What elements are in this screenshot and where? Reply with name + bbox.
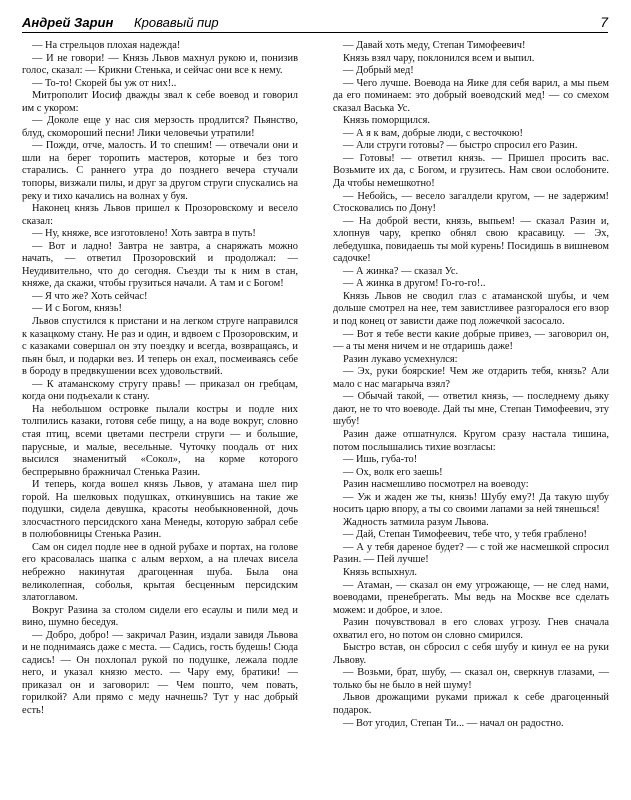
header-author: Андрей Зарин bbox=[22, 15, 114, 30]
paragraph: Разин лукаво усмехнулся: bbox=[343, 353, 458, 365]
paragraph: — Ну, княже, все изготовлено! Хоть завтра в путь! bbox=[32, 228, 256, 240]
paragraph: — Обычай такой, — ответил князь, — последнему дьяку дают, не то что воеводе. Дай ты мне, Степан Тимофеевич, эту шубу! bbox=[333, 391, 609, 428]
paragraph: Князь поморщился. bbox=[343, 115, 430, 127]
paragraph: Разин насмешливо посмотрел на воеводу: bbox=[343, 479, 529, 491]
paragraph: — Али струги готовы? — быстро спросил его Разин. bbox=[343, 140, 578, 152]
right-text-column bbox=[333, 40, 609, 795]
paragraph: — Ишь, губа-то! bbox=[343, 454, 418, 466]
paragraph: Митрополит Иосиф дважды звал к себе воевод и говорил им с укором: bbox=[22, 90, 298, 114]
left-text-column bbox=[22, 40, 298, 795]
paragraph: — Готовы! — ответил князь. — Пришел просить вас. Возьмите их да, с Богом, и грузитесь. Нам свои ослобоните. Да чтобы немешкотно! bbox=[333, 152, 609, 190]
paragraph: Князь Львов не сводил глаз с атаманской шубы, и чем дольше смотрел на нее, тем завистливее разгоралося его взор и под конец от зависти даже под ложечкой засосало. bbox=[333, 290, 609, 328]
paragraph: Разин даже отшатнулся. Кругом сразу настала тишина, потом послышались тихие возгласы: bbox=[333, 428, 609, 453]
paragraph: — Давай хоть меду, Степан Тимофеевич! bbox=[343, 40, 526, 51]
paragraph: Сам он сидел подле нее в одной рубахе и портах, на голове его красовалась шапка с алым верхом, а на плечах висела небрежно накинутая драгоценная шуба. Была она великолепная, соболья, крытая бесценным персидским златоглавом. bbox=[22, 541, 298, 604]
paragraph: — Небойсь, — весело загалдели кругом, — не задержим! Стосковались по Дону! bbox=[333, 190, 609, 215]
paragraph: И теперь, когда вошел князь Львов, у атамана шел пир горой. На шелковых подушках, откинувшись на такие же подушки, сидела девушка, красоты необыкновенной, дочь злосчастного персидского хана Менеды, которую забрал себе в полюбовницы Стенька Разин. bbox=[22, 479, 298, 541]
paragraph: — Добро, добро! — закричал Разин, издали завидя Львова и не поднимаясь даже с места. — Садись, гость будешь! Сюда садись! — Он похлопал рукой по подушке, лежала подле него, и указал князю место. — Чару ему, братики! — приказал он и заговорил: — Чем пошто, чем повать, горилкой? Али прямо с меду начнешь? Тут у нас добрый есть! bbox=[22, 629, 298, 716]
paragraph: — Атаман, — сказал он ему угрожающе, — не след нами, воеводами, пренебрегать. Мы ведь на Москве все сделать можем: и доброе, и злое. bbox=[333, 579, 609, 616]
paragraph: — Дай, Степан Тимофеевич, тебе что, у тебя граблено! bbox=[343, 529, 587, 541]
paragraph: На небольшом островке пылали костры и подле них толпились казаки, готовя себе пищу, а на воде вокруг, словно стая птиц, всеми цветами пестрели струги — и большие, парусные, и малые, весельные. Чуточку поодаль от них высился знаменитый «Сокол», на корме которого беспрерывно бражничал Стенька Разин. bbox=[22, 403, 298, 478]
header-book-title: Кровавый пир bbox=[134, 15, 219, 30]
paragraph: — На доброй вести, князь, выпьем! — сказал Разин и, хлопнув чару, крепко обнял свою красавицу. — Эх, лебедушка, повидаешь ты мой курень! Посидишь в вишневом садочке! bbox=[333, 215, 609, 265]
paragraph: Львов спустился к пристани и на легком струге направился к казацкому стану. Не раз и один, и вдвоем с Прозоровским, и с казаками совершал он эту поездку и всегда, возвращаясь, и пьян был, и подарки вез. И теперь он ехал, посмеиваясь себе в бороду в предвкушении всех удовольствий. bbox=[22, 316, 298, 378]
paragraph: — Добрый мед! bbox=[343, 65, 414, 77]
paragraph: Князь взял чару, поклонился всем и выпил. bbox=[343, 52, 535, 64]
paragraph: Львов дрожащими руками прижал к себе драгоценный подарок. bbox=[333, 692, 609, 716]
page-number: 7 bbox=[600, 14, 608, 30]
paragraph: — Эх, руки боярские! Чем же отдарить тебя, князь? Али мало с нас магарыча взял? bbox=[333, 366, 609, 390]
paragraph: — А у тебя дареное будет? — с той же насмешкой спросил Разин. — Пей лучше! bbox=[333, 541, 609, 566]
running-header bbox=[22, 14, 608, 33]
paragraph: — Ох, волк его заешь! bbox=[343, 466, 443, 478]
paragraph: Наконец князь Львов пришел к Прозоровскому и весело сказал: bbox=[22, 203, 298, 227]
paragraph: — А я к вам, добрые люди, с весточкою! bbox=[343, 127, 523, 139]
paragraph: — Вот и ладно! Завтра не завтра, а снаряжать можно начать, — ответил Прозоровский и продолжал: — Неудивительно, что до сегодня. Съезди ты к ним в стан, княже, да скажи, чтобы грузиться начали. А там и с Богом! bbox=[22, 240, 298, 290]
paragraph: — Вот я тебе вести какие добрые привез, — заговорил он, — а ты меня ничем и не отдаришь даже! bbox=[333, 328, 609, 353]
paragraph: — И с Богом, князь! bbox=[32, 303, 122, 315]
paragraph: Жадность затмила разум Львова. bbox=[343, 516, 489, 528]
paragraph: — Уж и жаден же ты, князь! Шубу ему?! Да такую шубу носить царю впору, а ты со своими лапами за ней тянешься! bbox=[333, 491, 609, 516]
paragraph: Быстро встав, он сбросил с себя шубу и кинул ее на руки Львову. bbox=[333, 642, 609, 666]
paragraph: — Пожди, отче, малость. И то спешим! — отвечали они и шли на берег торопить мастеров, которые и без того старались. С раннего утра до позднего вечера стучали топоры, визжали пилы, и друг за другом струги спускались на реку и тихо качались на волнах у буя. bbox=[22, 140, 298, 202]
paragraph: — А жинка? — сказал Ус. bbox=[343, 265, 459, 277]
paragraph: — Чего лучше. Воевода на Яике для себя варил, а мы пьем да его поминаем: это добрый воеводский мед! — со смехом сказал Васька Ус. bbox=[333, 77, 609, 114]
paragraph: — То-то! Скорей бы уж от них!.. bbox=[32, 77, 177, 89]
paragraph: Князь вспыхнул. bbox=[343, 566, 417, 578]
paragraph: Вокруг Разина за столом сидели его есаулы и пили мед и вино, шумно беседуя. bbox=[22, 604, 298, 629]
paragraph: — И не говори! — Князь Львов махнул рукою и, понизив голос, сказал: — Крикни Стенька, и сейчас они все к нему. bbox=[22, 52, 298, 77]
paragraph: — К атаманскому стругу правь! — приказал он гребцам, когда они подъехали к стану. bbox=[22, 378, 298, 403]
paragraph: — Доколе еще у нас сия мерзость продлится? Пьянство, блуд, скомороший песни! Лики человечьи утратили! bbox=[22, 115, 298, 139]
paragraph: — А жинка в другом! Го-го-го!.. bbox=[343, 278, 486, 290]
paragraph: — Возьми, брат, шубу, — сказал он, сверкнув глазами, — только бы не было в ней шуму! bbox=[333, 667, 609, 691]
paragraph: — Вот угодил, Степан Ти... — начал он радостно. bbox=[343, 717, 564, 729]
paragraph: Разин почувствовал в его словах угрозу. Гнев сначала охватил его, но потом он словно смирился. bbox=[333, 617, 609, 641]
paragraph: — Я что же? Хоть сейчас! bbox=[32, 290, 148, 302]
paragraph: — На стрельцов плохая надежда! bbox=[32, 40, 181, 51]
